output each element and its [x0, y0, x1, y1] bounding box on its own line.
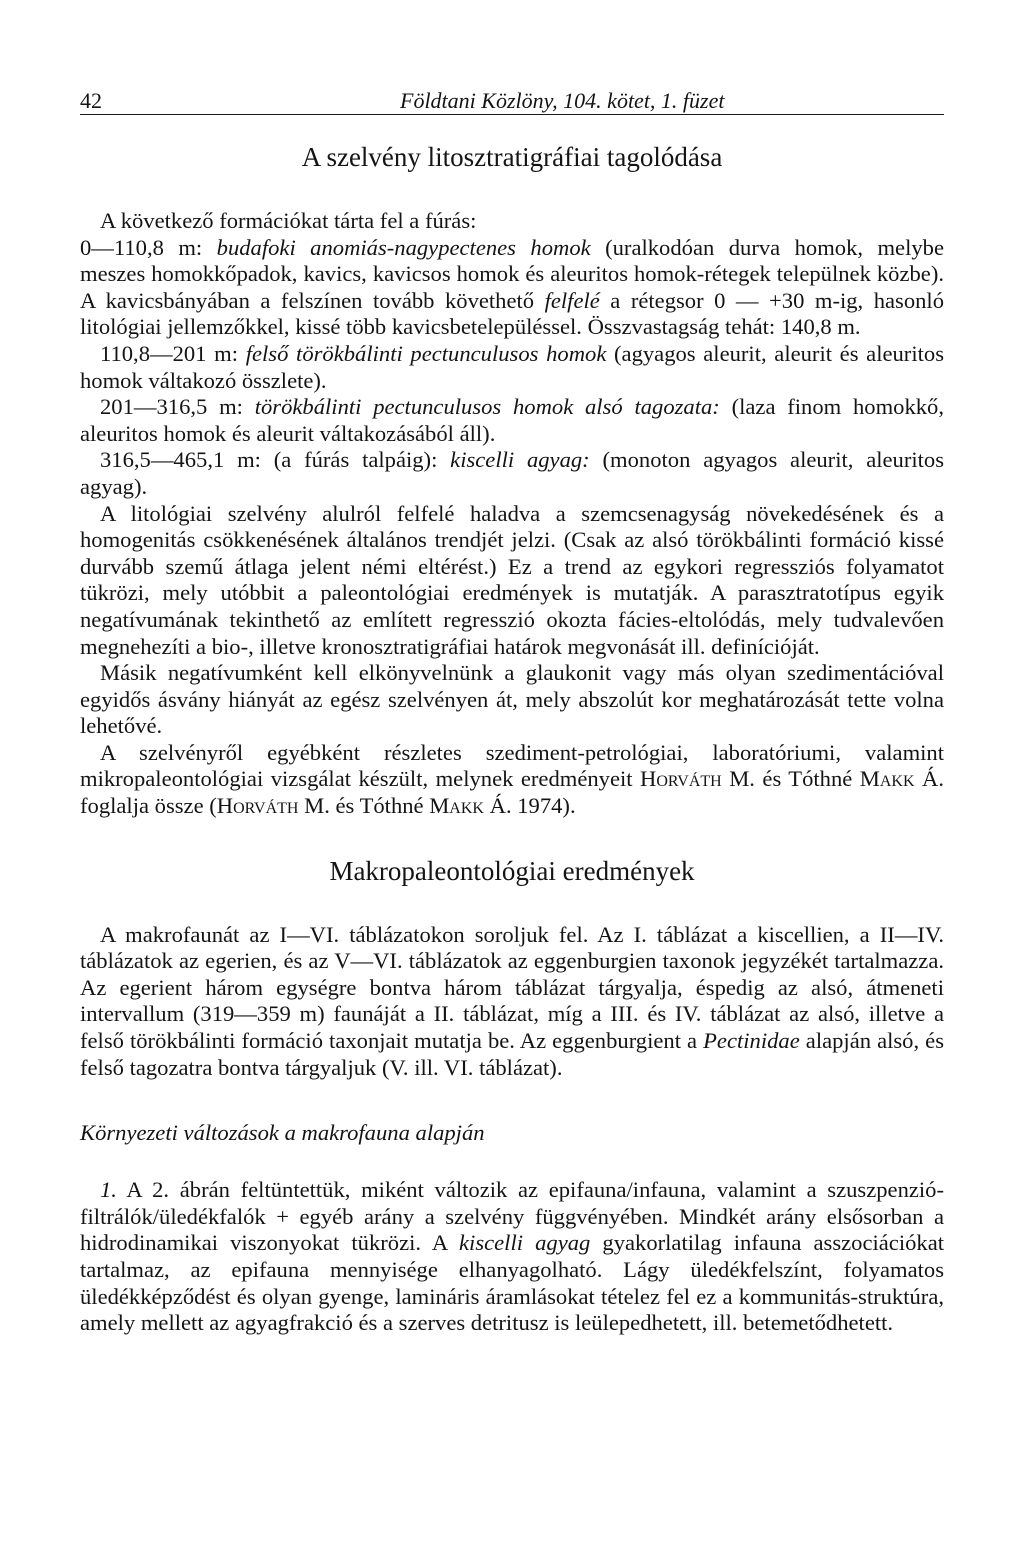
- section-title-macropaleontology: Makropaleontológiai eredmények: [329, 855, 695, 886]
- paragraph-formation-2: 110,8—201 m: felső törökbálinti pectunculusos homok (agyagos aleurit, aleurit és aleuritos homok váltakozó összlete).: [80, 340, 944, 393]
- running-title: Földtani Közlöny, 104. kötet, 1. füzet: [400, 88, 725, 113]
- subsection-title-environment: Környezeti változások a makrofauna alapján: [80, 1120, 485, 1146]
- page-number: 42: [80, 88, 102, 113]
- paragraph-environment-1: 1. A 2. ábrán feltüntettük, miként változik az epifauna/infauna, valamint a szuszpenzió-filtrálók/üledékfalók + egyéb arány a szelvény függvényében. Mindkét arány elsősorban a hidrodinamikai viszonyokat tükrözi. A kiscelli agyag gyakorlatilag infauna asszociációkat tartalmaz, az epifauna mennyisége elhanyagolható. Lágy üledékfelszínt, folyamatos üledékképződést és olyan gyenge, lamináris áramlásokat tételez fel ez a kommunitás-struktúra, amely mellett az agyagfrakció és a szerves detritusz is leülepedhetett, ill. betemetődhetett.: [80, 1177, 945, 1336]
- article-body: [80, 140, 944, 1337]
- section-title-lithostratigraphy: A szelvény litosztratigráfiai tagolódása: [301, 142, 723, 172]
- paragraph-macrofauna: A makrofaunát az I—VI. táblázatokon soroljuk fel. Az I. táblázat a kiscellien, a II—IV. táblázatok az egerien, és az V—VI. táblázatok az eggenburgien taxonok jegyzékét tartalmazza. Az egerient három egységre bontva három táblázat tárgyalja, éspedig az alsó, átmeneti intervallum (319—359 m) faunáját a II. táblázat, míg a III. és IV. táblázat az alsó, illetve a felső törökbálinti formáció taxonjait mutatja be. Az eggenburgient a Pectinidae alapján alsó, és felső tagozatra bontva tárgyaljuk (V. ill. VI. táblázat).: [80, 921, 944, 1080]
- paragraph-formation-1: 0—110,8 m: budafoki anomiás-nagypectenes homok (uralkodóan durva homok, melybe meszes homokkőpadok, kavics, kavicsos homok és aleuritos homok-rétegek települnek közbe). A kavicsbányában a felszínen tovább követhető felfelé a rétegsor 0 — +30 m-ig, hasonló litológiai jellemzőkkel, kissé több kavicsbetelepüléssel. Összvastagság tehát: 140,8 m.: [80, 234, 944, 340]
- paragraph-trend: A litológiai szelvény alulról felfelé haladva a szemcsenagyság növekedésének és a homogenitás csökkenésének általános trendjét jelzi. (Csak az alsó törökbálinti formáció kissé durvább szemű átlaga jelent némi eltérést.) Ez a trend az egykori regressziós folyamatot tükrözi, mely utóbbit a paleontológiai eredmények is mutatják. A parasztratotípus egyik negatívumának tekinthető az említett regresszió okozta fácies-eltolódás, mely tudvalevően megnehezíti a bio-, illetve kronosztratigráfiai határok megvonását ill. definícióját.: [80, 500, 944, 659]
- page-header: [80, 80, 944, 115]
- paragraph-intro: A következő formációkat tárta fel a fúrás:: [100, 208, 477, 233]
- paragraph-formation-4: 316,5—465,1 m: (a fúrás talpáig): kiscelli agyag: (monoton agyagos aleurit, aleuritos agyag).: [80, 447, 945, 499]
- paragraph-glauconite: Másik negatívumként kell elkönyvelnünk a glaukonit vagy más olyan szedimentációval egyidős ásvány hiányát az egész szelvényen át, mely abszolút kor meghatározását tette volna lehetővé.: [80, 660, 944, 739]
- paragraph-formation-3: 201—316,5 m: törökbálinti pectunculusos homok alsó tagozata: (laza finom homokkő, aleuritos homok és aleurit váltakozásából áll).: [80, 394, 945, 446]
- paragraph-references: A szelvényről egyébként részletes szediment-petrológiai, laboratóriumi, valamint mikropaleontológiai vizsgálat készült, melynek eredményeit Horváth M. és Tóthné Makk Á. foglalja össze (Horváth M. és Tóthné Makk Á. 1974).: [80, 739, 944, 819]
